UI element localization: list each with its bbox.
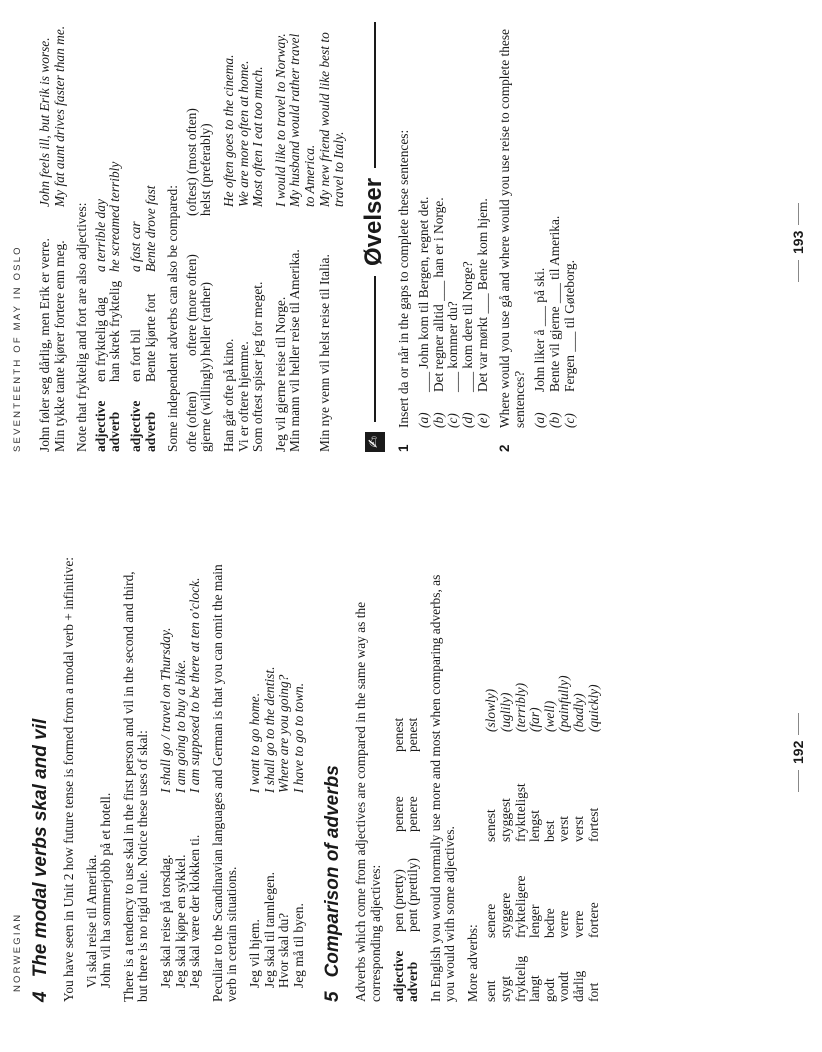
- example-pair: [274, 22, 289, 452]
- table-cell: sent: [483, 980, 499, 1002]
- paragraph: Some independent adverbs can also be compared:: [165, 185, 181, 452]
- norwegian-text: Vi er oftere hjemme.: [235, 341, 251, 452]
- example-line: Vi skal reise til Amerika.: [83, 854, 99, 988]
- paragraph: Adverbs which come from adjectives are compared in the same way as the corresponding adjectives:: [353, 601, 383, 1002]
- example-pairs: [274, 22, 347, 452]
- table-cell: lengst: [527, 810, 543, 842]
- paragraph: Note that fryktelig and fort are also adjectives:: [74, 202, 90, 452]
- table-cell: a fast car: [127, 221, 143, 272]
- item-text: ___ kommer du?: [445, 301, 461, 392]
- list-item: [446, 22, 461, 452]
- table-cell: fort: [585, 982, 601, 1002]
- table-cell: verre: [571, 910, 587, 938]
- section-number: 4: [30, 991, 51, 1002]
- ovelser-title: Øvelser: [360, 177, 388, 267]
- item-label: (c): [561, 413, 577, 428]
- exercise-2-items: [533, 22, 577, 452]
- exercise-prompt: Insert da or når in the gaps to complete these sentences:: [395, 129, 411, 428]
- table-cell: adjective: [92, 400, 108, 452]
- table-cell: ofte (often): [183, 391, 199, 452]
- table-cell: bedre: [541, 908, 557, 938]
- table-cell: lenger: [527, 904, 543, 938]
- table-cell: dårlig: [571, 970, 587, 1002]
- item-label: (b): [430, 412, 446, 428]
- rule: [798, 260, 799, 282]
- norwegian-text: Jeg skal reise på torsdag.: [157, 854, 173, 988]
- norwegian-text: Jeg vil gjerne reise til Norge.: [272, 296, 288, 452]
- running-head: SEVENTEENTH OF MAY IN OSLO: [12, 245, 23, 452]
- paragraph: You have seen in Unit 2 how future tense is formed from a modal verb + infinitive:: [61, 556, 76, 1002]
- list-item: [533, 22, 548, 452]
- independent-adverb-table: [185, 22, 214, 452]
- item-label: (a): [416, 412, 432, 428]
- item-text: Fergen ___ til Gøteborg.: [561, 260, 577, 392]
- table-cell: frykteligere: [512, 875, 528, 938]
- norwegian-text: Min nye venn vil helst reise til Italia.: [316, 254, 332, 452]
- exercise-icon: ✍: [365, 432, 385, 452]
- section-title: Comparison of adverbs: [322, 765, 344, 978]
- table-cell: Bente kjørte fort: [142, 293, 158, 382]
- paragraph: Peculiar to the Scandinavian languages and German is that you can omit the main verb in certain situations.: [209, 564, 240, 1002]
- running-head: NORWEGIAN: [12, 912, 23, 992]
- rule: [374, 22, 376, 168]
- table-cell: godt: [541, 978, 557, 1002]
- exercise-2: [498, 22, 527, 452]
- table-cell: (badly): [571, 693, 587, 732]
- table-cell: (far): [527, 707, 543, 732]
- table-cell: adjective: [127, 400, 143, 452]
- example-pair: [288, 22, 317, 452]
- item-text: ___ John kom til Bergen, regnet det.: [416, 196, 432, 392]
- table-cell: fryktteligst: [512, 783, 528, 842]
- table-cell: en fort bil: [127, 329, 143, 382]
- example-pair: [174, 552, 189, 988]
- table-cell: (terribly): [512, 682, 528, 732]
- table-cell: stygt: [498, 975, 514, 1002]
- table-cell: fortest: [585, 807, 601, 842]
- example-pair: [237, 22, 252, 452]
- english-text: I shall go to the dentist.: [261, 666, 277, 793]
- table-cell: heller (rather): [198, 282, 214, 356]
- section-title: The modal verbs skal and vil: [30, 718, 51, 978]
- english-text: I want to go home.: [246, 692, 262, 793]
- table-cell: adverb: [107, 411, 123, 452]
- table-cell: penest: [405, 717, 421, 752]
- table-cell: penere: [390, 796, 406, 832]
- table-cell: (uglily): [498, 692, 514, 732]
- right-page: [0, 12, 822, 512]
- norwegian-text: Jeg vil hjem.: [246, 919, 262, 988]
- english-text: My fat aunt drives faster than me.: [51, 25, 67, 207]
- paragraph: More adverbs:: [464, 924, 480, 1002]
- norwegian-text: Som oftest spiser jeg for meget.: [250, 281, 266, 452]
- table-cell: he screamed terribly: [107, 161, 123, 272]
- item-label: (b): [547, 412, 563, 428]
- table-cell: langt: [527, 975, 543, 1002]
- example-pairs: [222, 22, 266, 452]
- page-number: [790, 203, 806, 282]
- exercise-1-items: [417, 22, 490, 452]
- left-page: [0, 532, 822, 1032]
- list-item: [461, 22, 476, 452]
- english-text: My new friend would like best to travel to Italy.: [316, 32, 347, 207]
- table-cell: oftere (more often): [183, 254, 199, 356]
- table-cell: fryktelig: [512, 955, 528, 1002]
- table-cell: Bente drove fast: [142, 185, 158, 272]
- example-pairs: [248, 552, 306, 1002]
- item-text: Bente vil gjerne ___ til Amerika.: [547, 215, 563, 392]
- norwegian-text: Min mann vil heller reise til Amerika.: [287, 249, 303, 452]
- list-item: [563, 22, 578, 452]
- norwegian-text: Jeg skal kjøpe en sykkel.: [172, 854, 188, 988]
- rule: [798, 713, 799, 735]
- table-cell: gjerne (willingly): [198, 357, 214, 452]
- item-text: Det regner alltid ___ han er i Norge.: [430, 197, 446, 392]
- example-block: [85, 552, 114, 1002]
- section-number: 5: [322, 991, 344, 1002]
- table-cell: verre: [556, 910, 572, 938]
- table-cell: verst: [556, 815, 572, 842]
- english-text: He often goes to the cinema.: [220, 54, 236, 207]
- example-pair: [248, 552, 263, 988]
- exercise-1: [397, 22, 412, 452]
- english-text: I am supposed to be there at ten o'clock.: [187, 577, 203, 793]
- paragraph: In English you would normally use more and most when comparing adverbs, as you would with some adjectives.: [427, 574, 458, 1002]
- table-cell: adverb: [142, 411, 158, 452]
- adjective-adverb-table: [94, 22, 158, 452]
- example-pair: [277, 552, 292, 988]
- norwegian-text: Jeg skal til tannlegen.: [261, 871, 277, 988]
- example-pair: [53, 22, 68, 452]
- list-item: [476, 22, 491, 452]
- norwegian-text: Min tykke tante kjører fortere enn meg.: [51, 240, 67, 452]
- table-cell: senest: [483, 809, 499, 842]
- page-number: [790, 713, 806, 792]
- table-cell: (quickly): [585, 684, 601, 732]
- norwegian-text: Jeg skal være der klokken ti.: [187, 834, 203, 988]
- rule: [798, 770, 799, 792]
- table-cell: (oftest) (most often): [183, 108, 199, 216]
- table-cell: fortere: [585, 902, 601, 938]
- item-text: ___ kom dere til Norge?: [460, 261, 476, 392]
- table-cell: adjective: [390, 950, 406, 1002]
- table-cell: adverb: [405, 961, 421, 1002]
- norwegian-text: Han går ofte på kino.: [220, 338, 236, 452]
- rule: [798, 203, 799, 225]
- table-cell: best: [541, 820, 557, 842]
- example-pair: [222, 22, 237, 452]
- table-cell: penere: [405, 796, 421, 832]
- example-pair: [251, 22, 266, 452]
- table-cell: (slowly): [483, 688, 499, 732]
- table-cell: senere: [483, 903, 499, 938]
- section-5-heading: [322, 552, 344, 1002]
- example-pair: [188, 552, 203, 988]
- table-cell: en fryktelig dag: [92, 297, 108, 382]
- table-cell: pent (prettily): [405, 858, 421, 932]
- comparison-table: [392, 552, 421, 1002]
- english-text: My husband would rather travel to America.: [287, 33, 317, 207]
- english-text: Most often I eat too much.: [250, 66, 266, 207]
- example-pair: [263, 552, 278, 988]
- page-number-text: 193: [790, 230, 806, 254]
- item-label: (d): [460, 412, 476, 428]
- list-item: [432, 22, 447, 452]
- left-content: [30, 552, 609, 1002]
- rule: [374, 276, 376, 422]
- item-label: (a): [532, 412, 548, 428]
- example-pair: [159, 552, 174, 988]
- english-text: John feels ill, but Erik is worse.: [37, 37, 52, 207]
- example-line: John vil ha sommerjobb på et hotell.: [98, 792, 114, 988]
- item-label: (e): [474, 413, 490, 428]
- english-text: I shall go / travel on Thursday.: [157, 627, 173, 793]
- table-cell: styggest: [498, 798, 514, 842]
- table-cell: pen (pretty): [390, 869, 406, 932]
- norwegian-text: Hvor skal du?: [276, 912, 292, 988]
- example-pairs: [159, 552, 203, 1002]
- right-content: [38, 22, 577, 452]
- english-text: I have to go to town.: [290, 682, 306, 793]
- table-cell: helst (preferably): [198, 123, 214, 216]
- english-text: I am going to buy a bike.: [172, 659, 188, 793]
- paragraph: There is a tendency to use skal in the first person and vil in the second and third, but there is no rigid rule. Notice these uses of skal:: [120, 571, 151, 1002]
- section-4-heading: [30, 552, 52, 1002]
- example-pair: [38, 22, 53, 452]
- table-cell: a terrible day: [92, 199, 108, 272]
- exercise-prompt: Where would you use gå and where would you use reise to complete these sentences?: [497, 29, 527, 428]
- table-cell: (well): [541, 700, 557, 732]
- english-text: We are more often at home.: [235, 60, 251, 207]
- item-text: Det var mørkt ___ Bente kom hjem.: [474, 198, 490, 392]
- exercise-number: 1: [395, 444, 411, 452]
- table-cell: han skrek fryktelig: [107, 280, 123, 382]
- page-number-text: 192: [790, 740, 806, 764]
- table-cell: styggere: [498, 892, 514, 938]
- example-pair: [318, 22, 347, 452]
- table-cell: penest: [390, 717, 406, 752]
- english-text: Where are you going?: [276, 674, 292, 793]
- norwegian-text: Jeg må til byen.: [290, 903, 306, 988]
- exercise-number: 2: [497, 444, 513, 452]
- english-text: I would like to travel to Norway.: [272, 33, 288, 207]
- list-item: [548, 22, 563, 452]
- list-item: [417, 22, 432, 452]
- table-cell: (painfully): [556, 675, 572, 732]
- item-text: John liker å ___ på ski.: [532, 267, 548, 392]
- table-cell: verst: [571, 815, 587, 842]
- table-cell: vondt: [556, 971, 572, 1002]
- adverb-table: [484, 552, 601, 1002]
- ovelser-header: [360, 22, 388, 452]
- norwegian-text: John føler seg dårlig, men Erik er verre.: [37, 238, 52, 452]
- item-label: (c): [445, 413, 461, 428]
- example-pair: [292, 552, 307, 988]
